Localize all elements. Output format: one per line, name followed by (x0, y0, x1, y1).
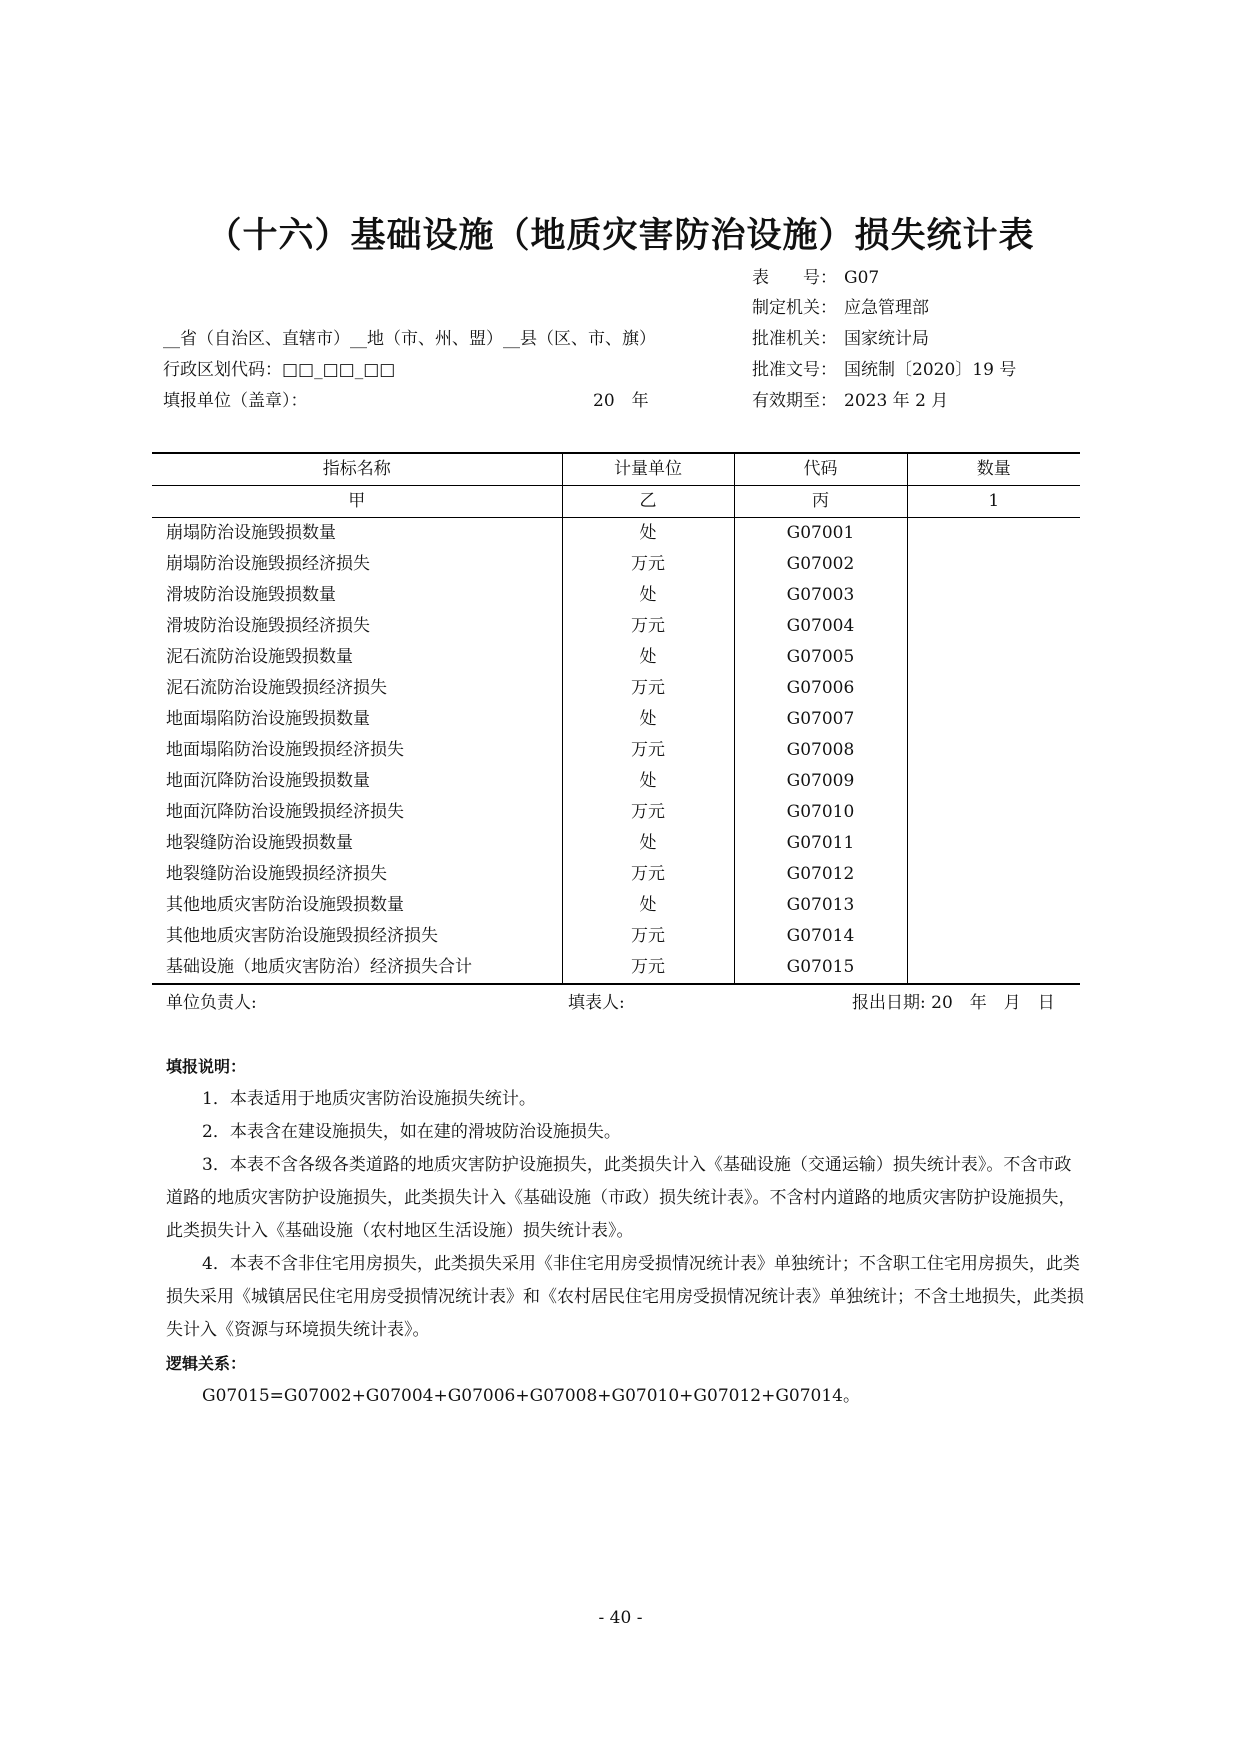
region-line: __省（自治区、直辖市）__地（市、州、盟）__县（区、市、旗） (163, 329, 656, 349)
note-item: 4．本表不含非住宅用房损失，此类损失采用《非住宅用房受损情况统计表》单独统计；不含职工住宅用房损失，此类损失采用《城镇居民住宅用房受损情况统计表》和《农村居民住宅用房受损情况统计表》单独统计；不含土地损失，此类损失计入《资源与环境损失统计表》。 (166, 1254, 1084, 1340)
meta-biaohao-label: 表 号： (752, 268, 837, 288)
table-subheader-row (152, 486, 1080, 518)
row-name: 基础设施（地质灾害防治）经济损失合计 (152, 952, 562, 984)
row-qty-cell[interactable] (907, 952, 1080, 984)
row-name: 泥石流防治设施毁损数量 (166, 647, 353, 667)
table-row (152, 611, 1080, 642)
meta-biaohao-value: G07 (844, 268, 880, 288)
footer-tianbiaoren: 填表人: (568, 993, 625, 1013)
row-qty-cell[interactable] (907, 859, 1080, 890)
row-qty-cell[interactable] (907, 611, 1080, 642)
row-name: 崩塌防治设施毁损经济损失 (166, 554, 370, 574)
row-name: 泥石流防治设施毁损经济损失 (166, 678, 387, 698)
meta-zhiding (752, 293, 929, 318)
row-code: G07001 (734, 518, 907, 550)
table-row (152, 921, 1080, 952)
row-unit: 万元 (562, 549, 734, 580)
row-name: 地裂缝防治设施毁损数量 (166, 833, 353, 853)
meta-pizhun-value: 国家统计局 (844, 329, 929, 349)
meta-wenhao-value: 国统制〔2020〕19 号 (844, 360, 1017, 380)
footer-riqi: 报出日期: 20 年 月 日 (852, 993, 1055, 1013)
table-row (152, 704, 1080, 735)
row-unit: 处 (562, 828, 734, 859)
col-header-unit: 计量单位 (562, 453, 734, 486)
meta-wenhao (752, 355, 1016, 380)
meta-wenhao-label: 批准文号： (752, 360, 837, 380)
row-qty-cell[interactable] (907, 580, 1080, 611)
table-row (152, 518, 1080, 550)
row-unit: 处 (562, 766, 734, 797)
table-row (152, 890, 1080, 921)
row-code: G07006 (734, 673, 907, 704)
row-name: 地面塌陷防治设施毁损经济损失 (166, 740, 404, 760)
table-row (152, 859, 1080, 890)
row-code: G07003 (734, 580, 907, 611)
footer-fuzeren: 单位负责人: (166, 993, 257, 1013)
region-code-label: 行政区划代码： (163, 360, 282, 380)
row-name: 地裂缝防治设施毁损经济损失 (166, 864, 387, 884)
page-title: （十六）基础设施（地质灾害防治设施）损失统计表 (206, 216, 1035, 256)
row-name: 地面沉降防治设施毁损数量 (166, 771, 370, 791)
table-row (152, 828, 1080, 859)
row-code: G07014 (734, 921, 907, 952)
fill-year: 20 年 (593, 391, 649, 411)
meta-youxiao (752, 386, 948, 411)
subheader-1: 1 (907, 486, 1080, 518)
subheader-yi: 乙 (562, 486, 734, 518)
note-item: 1．本表适用于地质灾害防治设施损失统计。 (202, 1089, 536, 1109)
row-code: G07002 (734, 549, 907, 580)
row-name: 其他地质灾害防治设施毁损经济损失 (166, 926, 438, 946)
row-qty-cell[interactable] (907, 673, 1080, 704)
meta-youxiao-value: 2023 年 2 月 (844, 391, 949, 411)
subheader-jia: 甲 (152, 486, 562, 518)
fill-instructions (166, 1050, 1086, 1413)
row-name: 地面沉降防治设施毁损经济损失 (166, 802, 404, 822)
row-name: 滑坡防治设施毁损经济损失 (166, 616, 370, 636)
row-code: G07009 (734, 766, 907, 797)
row-qty-cell[interactable] (907, 518, 1080, 550)
row-code: G07013 (734, 890, 907, 921)
row-name: 地面塌陷防治设施毁损数量 (166, 709, 370, 729)
note-item: 2．本表含在建设施损失，如在建的滑坡防治设施损失。 (202, 1122, 621, 1142)
region-code-boxes[interactable]: □□_□□_□□ (282, 360, 396, 380)
meta-biaohao (752, 263, 879, 288)
row-name: 滑坡防治设施毁损数量 (166, 585, 336, 605)
meta-youxiao-label: 有效期至： (752, 391, 837, 411)
row-code: G07007 (734, 704, 907, 735)
row-unit: 处 (562, 580, 734, 611)
row-name: 崩塌防治设施毁损数量 (166, 523, 336, 543)
row-qty-cell[interactable] (907, 735, 1080, 766)
row-code: G07005 (734, 642, 907, 673)
row-unit: 处 (562, 890, 734, 921)
row-unit: 万元 (562, 859, 734, 890)
table-row (152, 952, 1080, 984)
table-row (152, 797, 1080, 828)
meta-zhiding-label: 制定机关： (752, 298, 837, 318)
row-qty-cell[interactable] (907, 890, 1080, 921)
meta-pizhun (752, 324, 929, 349)
table-row (152, 642, 1080, 673)
col-header-code: 代码 (734, 453, 907, 486)
row-qty-cell[interactable] (907, 642, 1080, 673)
meta-pizhun-label: 批准机关： (752, 329, 837, 349)
row-unit: 万元 (562, 735, 734, 766)
table-header-row (152, 453, 1080, 486)
row-qty-cell[interactable] (907, 828, 1080, 859)
logic-formula: G07015=G07002+G07004+G07006+G07008+G07010+G07012+G07014。 (202, 1386, 860, 1406)
row-qty-cell[interactable] (907, 921, 1080, 952)
notes-heading: 填报说明： (166, 1057, 247, 1076)
row-code: G07015 (734, 952, 907, 984)
row-code: G07012 (734, 859, 907, 890)
table-row (152, 673, 1080, 704)
page-number: - 40 - (598, 1608, 643, 1628)
table-row (152, 580, 1080, 611)
row-code: G07011 (734, 828, 907, 859)
fill-unit: 填报单位（盖章）： (163, 391, 308, 411)
loss-table (152, 452, 1080, 985)
row-unit: 处 (562, 518, 734, 550)
row-unit: 万元 (562, 611, 734, 642)
row-unit: 万元 (562, 797, 734, 828)
meta-zhiding-value: 应急管理部 (844, 298, 929, 318)
row-name: 其他地质灾害防治设施毁损数量 (166, 895, 404, 915)
row-code: G07010 (734, 797, 907, 828)
note-item: 3．本表不含各级各类道路的地质灾害防护设施损失，此类损失计入《基础设施（交通运输）损失统计表》。不含市政道路的地质灾害防护设施损失，此类损失计入《基础设施（市政）损失统计表》。不含村内道路的地质灾害防护设施损失，此类损失计入《基础设施（农村地区生活设施）损失统计表》。 (166, 1155, 1076, 1241)
row-unit: 万元 (562, 673, 734, 704)
row-unit: 处 (562, 642, 734, 673)
table-row (152, 766, 1080, 797)
row-unit: 万元 (562, 952, 734, 984)
row-qty-cell[interactable] (907, 766, 1080, 797)
row-unit: 处 (562, 704, 734, 735)
region-code (163, 355, 395, 380)
table-row (152, 549, 1080, 580)
row-qty-cell[interactable] (907, 549, 1080, 580)
row-unit: 万元 (562, 921, 734, 952)
row-code: G07008 (734, 735, 907, 766)
row-code: G07004 (734, 611, 907, 642)
row-qty-cell[interactable] (907, 797, 1080, 828)
logic-heading: 逻辑关系： (166, 1354, 247, 1373)
row-qty-cell[interactable] (907, 704, 1080, 735)
col-header-qty: 数量 (907, 453, 1080, 486)
table-row (152, 735, 1080, 766)
col-header-name: 指标名称 (152, 453, 562, 486)
subheader-bing: 丙 (734, 486, 907, 518)
